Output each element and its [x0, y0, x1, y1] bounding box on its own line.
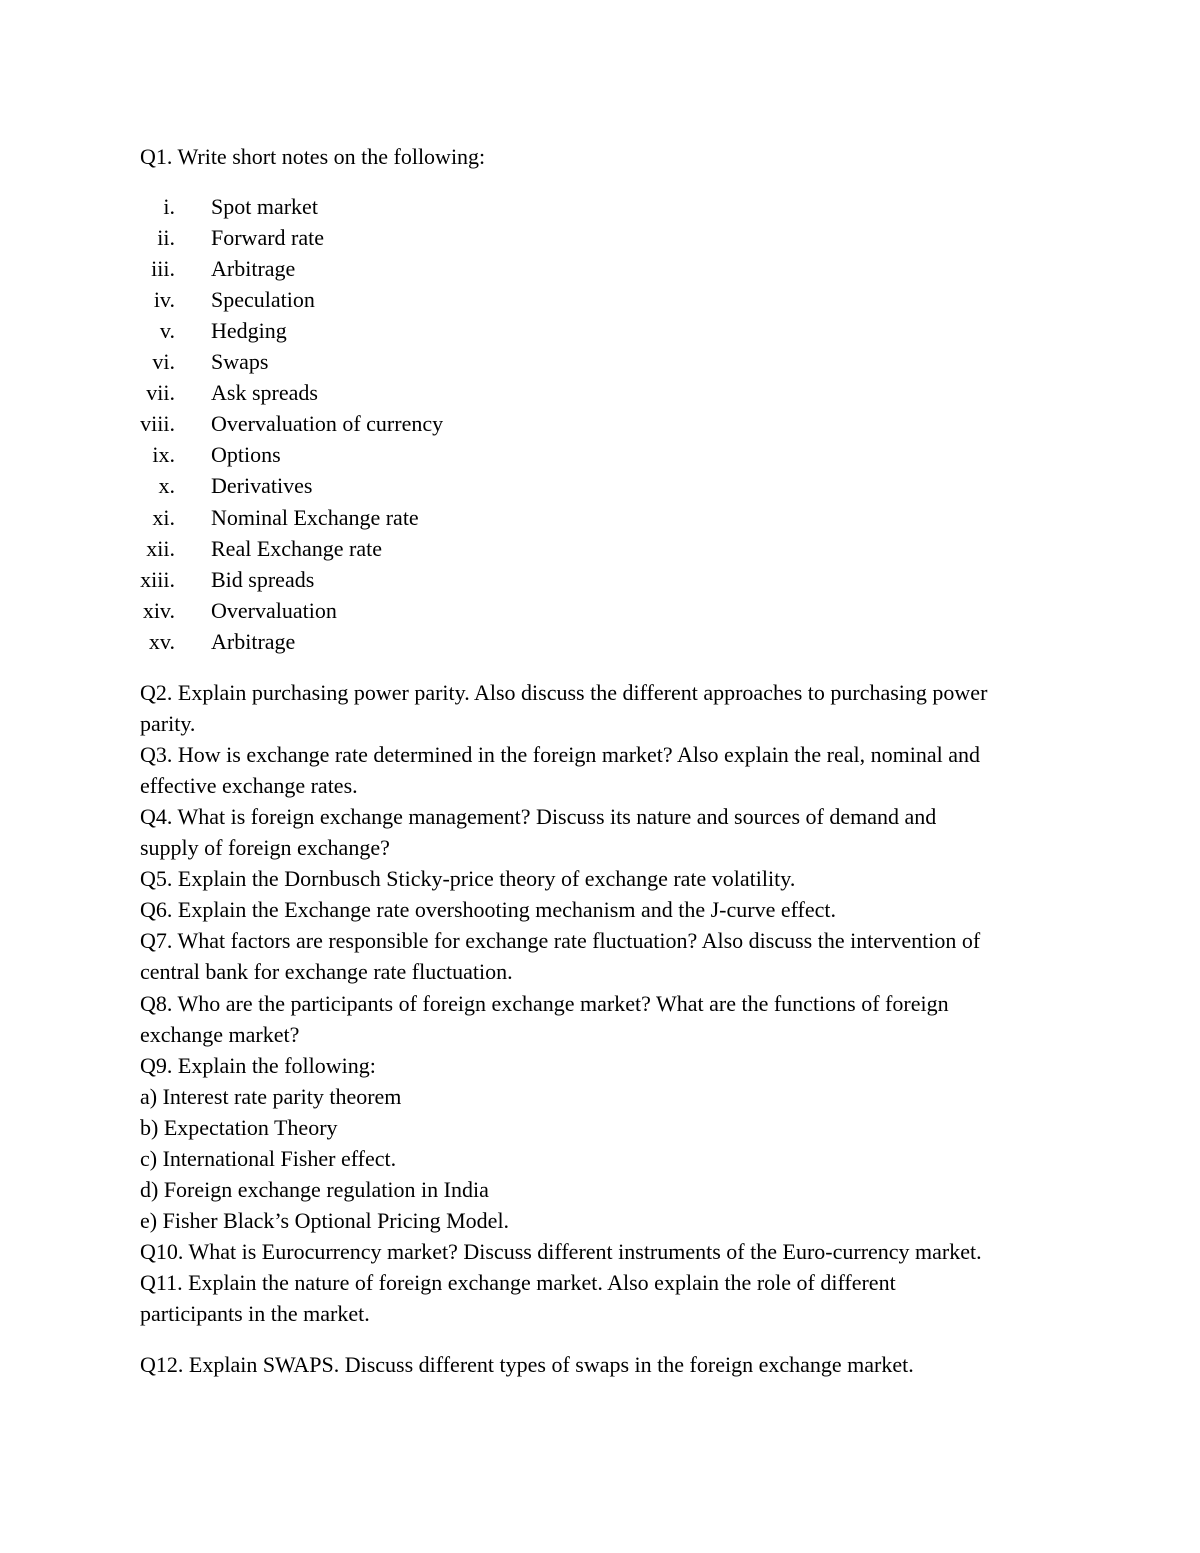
text-line: a) Interest rate parity theorem [140, 1084, 402, 1109]
list-item-text: Arbitrage [211, 256, 296, 281]
list-item-text: Speculation [211, 287, 315, 312]
list-item-text: Overvaluation [211, 598, 337, 623]
list-item-text: Arbitrage [211, 629, 296, 654]
list-item [0, 564, 1200, 595]
text-line: Q10. What is Eurocurrency market? Discuss different instruments of the Euro-currency market. [140, 1239, 982, 1264]
list-item [0, 191, 1200, 222]
list-item-number: vi. [152, 349, 175, 374]
text-line: c) International Fisher effect. [140, 1146, 397, 1171]
list-item-number: ii. [157, 225, 175, 250]
list-item-number: xi. [152, 505, 175, 530]
text-line: d) Foreign exchange regulation in India [140, 1177, 489, 1202]
list-item [0, 315, 1200, 346]
list-item-number: iv. [153, 287, 175, 312]
list-item [0, 470, 1200, 501]
list-item [0, 626, 1200, 657]
list-item-number: ix. [152, 442, 175, 467]
list-item [0, 377, 1200, 408]
list-item [0, 439, 1200, 470]
list-item-number: xiv. [142, 598, 175, 623]
list-item [0, 502, 1200, 533]
list-item-text: Real Exchange rate [211, 536, 383, 561]
list-item-text: Ask spreads [211, 380, 318, 405]
list-item-number: viii. [140, 411, 175, 436]
list-item-text: Bid spreads [211, 567, 315, 592]
list-item [0, 533, 1200, 564]
text-line: Q7. What factors are responsible for exchange rate fluctuation? Also discuss the intervention of [140, 928, 981, 953]
text-line: Q8. Who are the participants of foreign exchange market? What are the functions of foreign [140, 991, 949, 1016]
list-item [0, 284, 1200, 315]
list-item-text: Forward rate [211, 225, 325, 250]
list-item-text: Swaps [211, 349, 269, 374]
list-item-number: xiii. [140, 567, 175, 592]
text-line: b) Expectation Theory [140, 1115, 338, 1140]
text-line: Q9. Explain the following: [140, 1053, 376, 1078]
list-item [0, 253, 1200, 284]
text-line: exchange market? [140, 1022, 300, 1047]
text-line: participants in the market. [140, 1301, 370, 1326]
list-item [0, 346, 1200, 377]
list-item-number: xv. [148, 629, 175, 654]
list-item-text: Options [211, 442, 281, 467]
text-line: Q5. Explain the Dornbusch Sticky-price theory of exchange rate volatility. [140, 866, 796, 891]
text-line: Q6. Explain the Exchange rate overshooting mechanism and the J-curve effect. [140, 897, 837, 922]
list-item-text: Derivatives [211, 473, 313, 498]
list-item [0, 222, 1200, 253]
list-item-number: v. [159, 318, 175, 343]
text-line: Q11. Explain the nature of foreign exchange market. Also explain the role of different [140, 1270, 896, 1295]
list-item [0, 408, 1200, 439]
list-item-number: iii. [151, 256, 175, 281]
text-line: central bank for exchange rate fluctuation. [140, 959, 513, 984]
list-item-text: Nominal Exchange rate [211, 505, 419, 530]
text-line: e) Fisher Black’s Optional Pricing Model. [140, 1208, 510, 1233]
text-line: Q4. What is foreign exchange management? Discuss its nature and sources of demand and [140, 804, 937, 829]
list-item-text: Overvaluation of currency [211, 411, 444, 436]
text-line: parity. [140, 711, 196, 736]
text-line: supply of foreign exchange? [140, 835, 390, 860]
list-item [0, 595, 1200, 626]
list-item-number: i. [163, 194, 175, 219]
text-line: effective exchange rates. [140, 773, 358, 798]
q12-line: Q12. Explain SWAPS. Discuss different types of swaps in the foreign exchange market. [140, 1352, 914, 1377]
list-item-number: xii. [146, 536, 175, 561]
text-line: Q3. How is exchange rate determined in the foreign market? Also explain the real, nominal and [140, 742, 980, 767]
text-line: Q2. Explain purchasing power parity. Also discuss the different approaches to purchasing power [140, 680, 988, 705]
list-item-number: vii. [146, 380, 175, 405]
list-item-text: Hedging [211, 318, 287, 343]
list-item-number: x. [158, 473, 175, 498]
q1-heading: Q1. Write short notes on the following: [140, 144, 486, 169]
list-item-text: Spot market [211, 194, 318, 219]
